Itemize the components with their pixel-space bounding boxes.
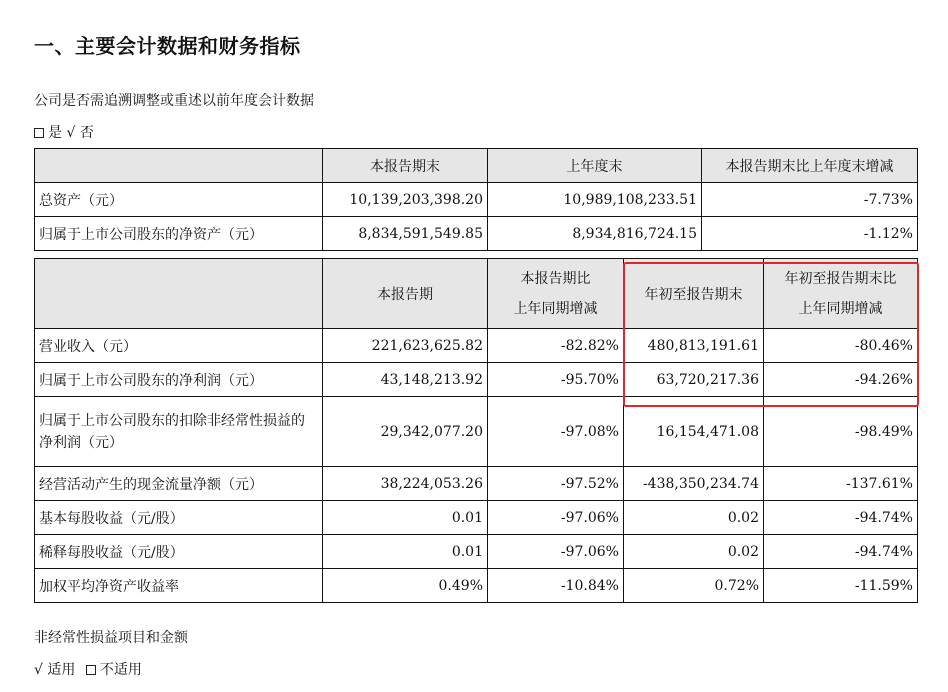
financial-table: [34, 148, 918, 251]
header-cell: 上年度末: [488, 149, 702, 183]
header-cell: 本报告期末: [323, 149, 488, 183]
value-cell: 29,342,077.20: [323, 397, 488, 467]
row-label: 营业收入（元）: [35, 329, 323, 363]
value-cell: -1.12%: [702, 217, 918, 251]
table-row: [35, 569, 918, 603]
check-mark-icon: √: [66, 125, 76, 141]
check-mark-icon: √: [34, 662, 43, 678]
applicability: [34, 659, 142, 679]
checkbox-icon: [34, 128, 44, 138]
nonrecurring-label: 非经常性损益项目和金额: [34, 630, 188, 646]
checkbox-icon: [86, 665, 96, 675]
table-row: [35, 183, 918, 217]
value-cell: -95.70%: [488, 363, 624, 397]
row-label: 经营活动产生的现金流量净额（元）: [35, 467, 323, 501]
table-row: [35, 467, 918, 501]
value-cell: 8,834,591,549.85: [323, 217, 488, 251]
value-cell: -82.82%: [488, 329, 624, 363]
row-label: 基本每股收益（元/股）: [35, 501, 323, 535]
header-cell: 本报告期: [323, 259, 488, 329]
applicable-label: 适用: [47, 662, 76, 678]
value-cell: -10.84%: [488, 569, 624, 603]
value-cell: -137.61%: [764, 467, 918, 501]
value-cell: -97.06%: [488, 501, 624, 535]
table-row: [35, 363, 918, 397]
restatement-answer: [34, 122, 94, 142]
value-cell: 43,148,213.92: [323, 363, 488, 397]
header-cell: [764, 259, 918, 329]
header-line: 年初至报告期末比: [784, 270, 897, 287]
financial-table-2: [34, 258, 918, 603]
value-cell: 16,154,471.08: [624, 397, 764, 467]
row-label: 归属于上市公司股东的扣除非经常性损益的净利润（元）: [35, 397, 323, 467]
value-cell: -97.08%: [488, 397, 624, 467]
header-cell: 本报告期末比上年度末增减: [702, 149, 918, 183]
table-row: [35, 329, 918, 363]
row-label: 总资产（元）: [35, 183, 323, 217]
value-cell: 8,934,816,724.15: [488, 217, 702, 251]
value-cell: -94.74%: [764, 501, 918, 535]
value-cell: -7.73%: [702, 183, 918, 217]
table2-header-row: [35, 259, 918, 329]
section-heading: 一、主要会计数据和财务指标: [34, 34, 301, 58]
table-row: [35, 501, 918, 535]
value-cell: -94.26%: [764, 363, 918, 397]
answer-no: 否: [79, 125, 94, 141]
row-label: 归属于上市公司股东的净利润（元）: [35, 363, 323, 397]
value-cell: 0.01: [323, 501, 488, 535]
value-cell: 63,720,217.36: [624, 363, 764, 397]
header-cell: [35, 259, 323, 329]
value-cell: -438,350,234.74: [624, 467, 764, 501]
value-cell: 0.02: [624, 501, 764, 535]
value-cell: 0.02: [624, 535, 764, 569]
value-cell: 0.49%: [323, 569, 488, 603]
value-cell: 10,139,203,398.20: [323, 183, 488, 217]
header-cell: 年初至报告期末: [624, 259, 764, 329]
table-row: [35, 217, 918, 251]
header-cell: [488, 259, 624, 329]
header-line: 本报告期比: [520, 270, 591, 287]
restatement-question: 公司是否需追溯调整或重述以前年度会计数据: [34, 93, 314, 109]
header-line: 上年同期增减: [798, 300, 883, 317]
value-cell: -94.74%: [764, 535, 918, 569]
row-label: 归属于上市公司股东的净资产（元）: [35, 217, 323, 251]
value-cell: -97.52%: [488, 467, 624, 501]
table-row: [35, 397, 918, 467]
row-label: 加权平均净资产收益率: [35, 569, 323, 603]
header-cell: [35, 149, 323, 183]
not-applicable-label: 不适用: [99, 662, 142, 678]
value-cell: -97.06%: [488, 535, 624, 569]
value-cell: 480,813,191.61: [624, 329, 764, 363]
value-cell: -98.49%: [764, 397, 918, 467]
value-cell: 38,224,053.26: [323, 467, 488, 501]
value-cell: -11.59%: [764, 569, 918, 603]
value-cell: 0.72%: [624, 569, 764, 603]
table1-header-row: [35, 149, 918, 183]
answer-yes: 是: [48, 125, 62, 141]
value-cell: 10,989,108,233.51: [488, 183, 702, 217]
value-cell: -80.46%: [764, 329, 918, 363]
header-line: 上年同期增减: [513, 300, 598, 317]
value-cell: 0.01: [323, 535, 488, 569]
value-cell: 221,623,625.82: [323, 329, 488, 363]
row-label: 稀释每股收益（元/股）: [35, 535, 323, 569]
table-row: [35, 535, 918, 569]
